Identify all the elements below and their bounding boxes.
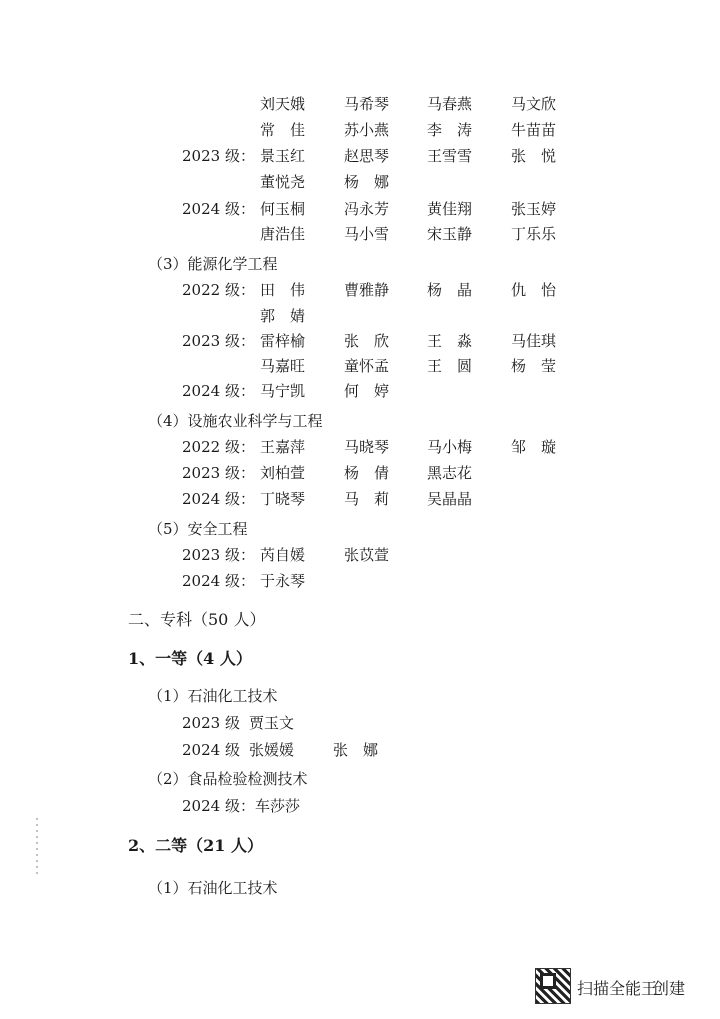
name-cell: 刘柏萱 bbox=[260, 464, 306, 482]
name-cell: 邹 璇 bbox=[511, 438, 557, 456]
name-cell: 唐浩佳 bbox=[260, 225, 306, 243]
grade-label: 2024 级 bbox=[182, 741, 240, 759]
name-cell: 马春燕 bbox=[427, 95, 473, 113]
grade-label: 2023 级： bbox=[182, 464, 255, 482]
name-cell: 丁晓琴 bbox=[260, 490, 306, 508]
name-cell: 马佳琪 bbox=[511, 332, 557, 350]
name-cell: 马宁凯 bbox=[260, 382, 306, 400]
subsection-heading: （2）食品检验检测技术 bbox=[148, 770, 308, 788]
name-cell: 杨 莹 bbox=[511, 357, 557, 375]
grade-label: 2024 级： bbox=[182, 572, 255, 590]
subsection-heading: （4）设施农业科学与工程 bbox=[148, 412, 323, 430]
name-cell: 马小雪 bbox=[344, 225, 390, 243]
name-cell: 郭 婧 bbox=[260, 307, 306, 325]
name-cell: 刘天娥 bbox=[260, 95, 306, 113]
name-cell: 仇 怡 bbox=[511, 281, 557, 299]
name-cell: 曹雅静 bbox=[344, 281, 390, 299]
name-cell: 雷梓榆 bbox=[260, 332, 306, 350]
grade-label: 2023 级 bbox=[182, 714, 240, 732]
grade-label: 2023 级： bbox=[182, 332, 255, 350]
name-cell: 杨 倩 bbox=[344, 464, 390, 482]
name-cell: 马晓琴 bbox=[344, 438, 390, 456]
name-cell: 田 伟 bbox=[260, 281, 306, 299]
subsection-heading: （3）能源化学工程 bbox=[148, 255, 278, 273]
subsection-heading: （5）安全工程 bbox=[148, 520, 248, 538]
name-cell: 马希琴 bbox=[344, 95, 390, 113]
name-cell: 于永琴 bbox=[260, 572, 306, 590]
name-cell: 李 涛 bbox=[427, 121, 473, 139]
name-cell: 苏小燕 bbox=[344, 121, 390, 139]
name-cell: 赵思琴 bbox=[344, 147, 390, 165]
name-cell: 童怀孟 bbox=[344, 357, 390, 375]
section-heading: 1、一等（4 人） bbox=[128, 649, 252, 668]
name-cell: 丁乐乐 bbox=[511, 225, 557, 243]
name-cell: 常 佳 bbox=[260, 121, 306, 139]
section-heading: 2、二等（21 人） bbox=[128, 836, 263, 855]
name-cell: 冯永芳 bbox=[344, 200, 390, 218]
section-heading: 二、专科（50 人） bbox=[128, 610, 266, 629]
name-cell: 马小梅 bbox=[427, 438, 473, 456]
subsection-heading: （1）石油化工技术 bbox=[148, 879, 278, 897]
name-cell: 王 圆 bbox=[427, 357, 473, 375]
name-cell: 王嘉萍 bbox=[260, 438, 306, 456]
grade-label: 2024 级： bbox=[182, 382, 255, 400]
name-cell: 董悦尧 bbox=[260, 173, 306, 191]
name-cell: 张苡萱 bbox=[344, 546, 390, 564]
grade-label: 2024 级： bbox=[182, 490, 255, 508]
qr-code-icon bbox=[535, 968, 571, 1004]
scanner-watermark bbox=[535, 968, 705, 1008]
grade-label: 2023 级： bbox=[182, 546, 255, 564]
name-cell: 吴晶晶 bbox=[427, 490, 473, 508]
subsection-heading: （1）石油化工技术 bbox=[148, 687, 278, 705]
grade-label: 2024 级： bbox=[182, 200, 255, 218]
name-cell: 景玉红 bbox=[260, 147, 306, 165]
name-cell: 杨 晶 bbox=[427, 281, 473, 299]
name-cell: 杨 娜 bbox=[344, 173, 390, 191]
name-cell: 张 娜 bbox=[333, 741, 379, 759]
name-cell: 张玉婷 bbox=[511, 200, 557, 218]
grade-label: 2022 级： bbox=[182, 281, 255, 299]
name-cell: 马文欣 bbox=[511, 95, 557, 113]
grade-label: 2024 级：车莎莎 bbox=[182, 797, 300, 815]
scan-artifact bbox=[36, 818, 38, 878]
name-cell: 马 莉 bbox=[344, 490, 390, 508]
name-cell: 张 欣 bbox=[344, 332, 390, 350]
name-cell: 张 悦 bbox=[511, 147, 557, 165]
name-cell: 何 婷 bbox=[344, 382, 390, 400]
grade-label: 2022 级： bbox=[182, 438, 255, 456]
grade-label: 2023 级： bbox=[182, 147, 255, 165]
name-cell: 芮自媛 bbox=[260, 546, 306, 564]
name-cell: 黄佳翔 bbox=[427, 200, 473, 218]
watermark-action: 创建 bbox=[653, 979, 686, 998]
name-cell: 贾玉文 bbox=[249, 714, 295, 732]
name-cell: 王 淼 bbox=[427, 332, 473, 350]
name-cell: 宋玉静 bbox=[427, 225, 473, 243]
name-cell: 黑志花 bbox=[427, 464, 473, 482]
name-cell: 牛苗苗 bbox=[511, 121, 557, 139]
name-cell: 马嘉旺 bbox=[260, 357, 306, 375]
name-cell: 王雪雪 bbox=[427, 147, 473, 165]
name-cell: 张媛媛 bbox=[249, 741, 295, 759]
watermark-app-name: 扫描全能王 bbox=[577, 979, 658, 998]
name-cell: 何玉桐 bbox=[260, 200, 306, 218]
